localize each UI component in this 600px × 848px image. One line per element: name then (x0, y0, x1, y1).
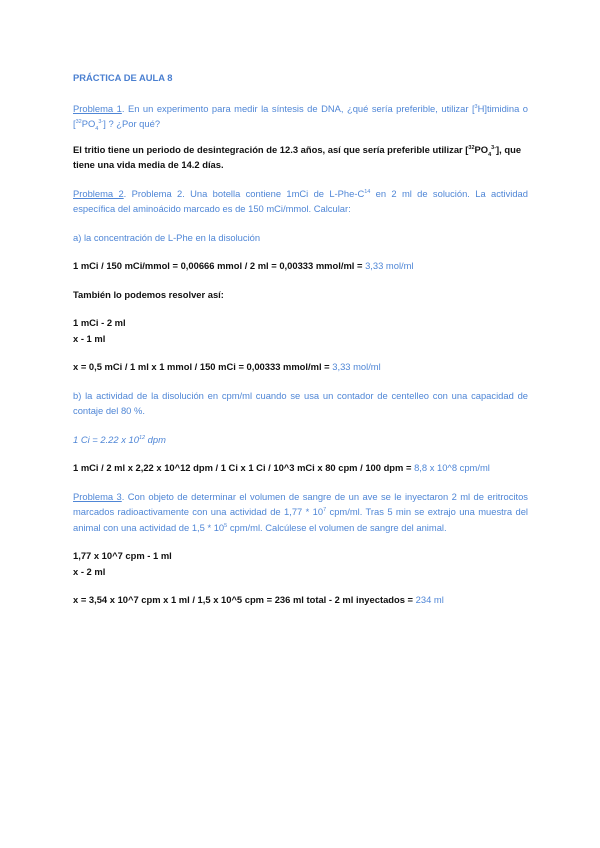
problem-1-answer-b: PO (474, 143, 489, 155)
problem-1-text-b: H]timidina o [ (73, 102, 528, 129)
problem-1-sub-4: 4 (95, 125, 99, 132)
problem-3-sup-5: 5 (224, 522, 228, 529)
problem-2-statement (73, 186, 528, 217)
problem-1-answer-a: El tritio tiene un periodo de desintegración de 12.3 años, así que sería preferible utilizar [ (73, 143, 469, 155)
problem-3-rule-line-1: 1,77 x 10^7 cpm - 1 ml (73, 550, 172, 561)
problem-2-rule-line-2: x - 1 ml (73, 332, 106, 344)
problem-2-calc-1-text: 1 mCi / 150 mCi/mmol = 0,00666 mmol / 2 ml = 0,00333 mmol/ml = (73, 260, 366, 271)
problem-2-alt-intro: También lo podemos resolver así: (73, 288, 224, 300)
problem-3-sup-7: 7 (323, 506, 327, 513)
problem-1-text-a: . En un experimento para medir la síntesis de DNA, ¿qué sería preferible, utilizar [ (121, 102, 475, 114)
problem-2-calc-2 (73, 359, 528, 375)
problem-2-label: Problema 2 (73, 187, 124, 199)
problem-3-rule-line-2: x - 2 ml (73, 565, 106, 577)
problem-1-sup-h: 3 (474, 103, 478, 110)
problem-3-text-c: cpm/ml. Calcúlese el volumen de sangre del animal. (227, 521, 447, 533)
problem-2-calc-2-text: x = 0,5 mCi / 1 ml x 1 mmol / 150 mCi = 0,00333 mmol/ml = (73, 361, 333, 372)
problem-2-question-a: a) la concentración de L-Phe en la disolución (73, 231, 261, 243)
problem-2-calc-3 (73, 460, 528, 476)
problem-1-sup-p: 32 (75, 118, 82, 125)
problem-1-answer (73, 142, 528, 173)
problem-2-ci-conversion (73, 432, 528, 448)
problem-3-calc-text: x = 3,54 x 10^7 cpm x 1 ml / 1,5 x 10^5 cpm = 236 ml total - 2 ml inyectados = (73, 594, 416, 605)
problem-2-question-b: b) la actividad de la disolución en cpm/ml cuando se usa un contador de centelleo con una capacidad de contaje del 80 %. (73, 389, 528, 416)
problem-1-answer-sup-charge: 3- (491, 144, 497, 151)
problem-2-text-b: en 2 ml de solución. La actividad específica del aminoácido marcado es de 150 mCi/mmol. Calcular: (73, 187, 528, 214)
problem-3-text-a: . Con objeto de determinar el volumen de sangre de un ave se le inyectaron 2 ml de eritrocitos marcados radioactivamente con una actividad de 1,77 * 10 (73, 490, 528, 517)
problem-1-label: Problema 1 (73, 102, 122, 114)
problem-2-ci-sup: 12 (138, 434, 146, 441)
problem-2-ci-a: 1 Ci = 2.22 x 10 (73, 433, 139, 445)
problem-1-statement (73, 101, 528, 132)
problem-2-calc-1-result: 3,33 mol/ml (365, 260, 414, 271)
problem-2-calc-3-text: 1 mCi / 2 ml x 2,22 x 10^12 dpm / 1 Ci x 1 Ci / 10^3 mCi x 80 cpm / 100 dpm = (73, 462, 415, 473)
document-content (73, 70, 528, 608)
problem-3-statement (73, 489, 528, 536)
problem-2-calc-2-result: 3,33 mol/ml (332, 361, 381, 372)
problem-2-ci-b: dpm (145, 433, 166, 445)
problem-2-sup-c: 14 (364, 188, 371, 195)
problem-3-text-b: cpm/ml. Tras 5 min se extrajo una muestra del animal con una actividad de 1,5 * 10 (73, 506, 528, 533)
problem-2-rule-line-1: 1 mCi - 2 ml (73, 317, 126, 328)
problem-3-calc (73, 592, 528, 608)
problem-2-calc-3-result: 8,8 x 10^8 cpm/ml (414, 462, 490, 473)
problem-1-answer-sup-p: 32 (468, 144, 475, 151)
problem-3-calc-result: 234 ml (415, 594, 444, 605)
problem-3-label: Problema 3 (73, 490, 122, 502)
page-title: PRÁCTICA DE AULA 8 (73, 72, 173, 83)
problem-2-calc-1 (73, 258, 528, 274)
problem-1-sup-charge: 3- (98, 118, 104, 125)
problem-1-answer-c: ], que tiene una vida media de 14.2 días. (73, 143, 522, 170)
problem-1-answer-sub-4: 4 (488, 151, 492, 158)
problem-1-text-c: PO (81, 118, 96, 129)
problem-1-text-d: ] ? ¿Por qué? (103, 118, 161, 129)
problem-2-text-a: . Problema 2. Una botella contiene 1mCi de L-Phe-C (123, 187, 365, 199)
